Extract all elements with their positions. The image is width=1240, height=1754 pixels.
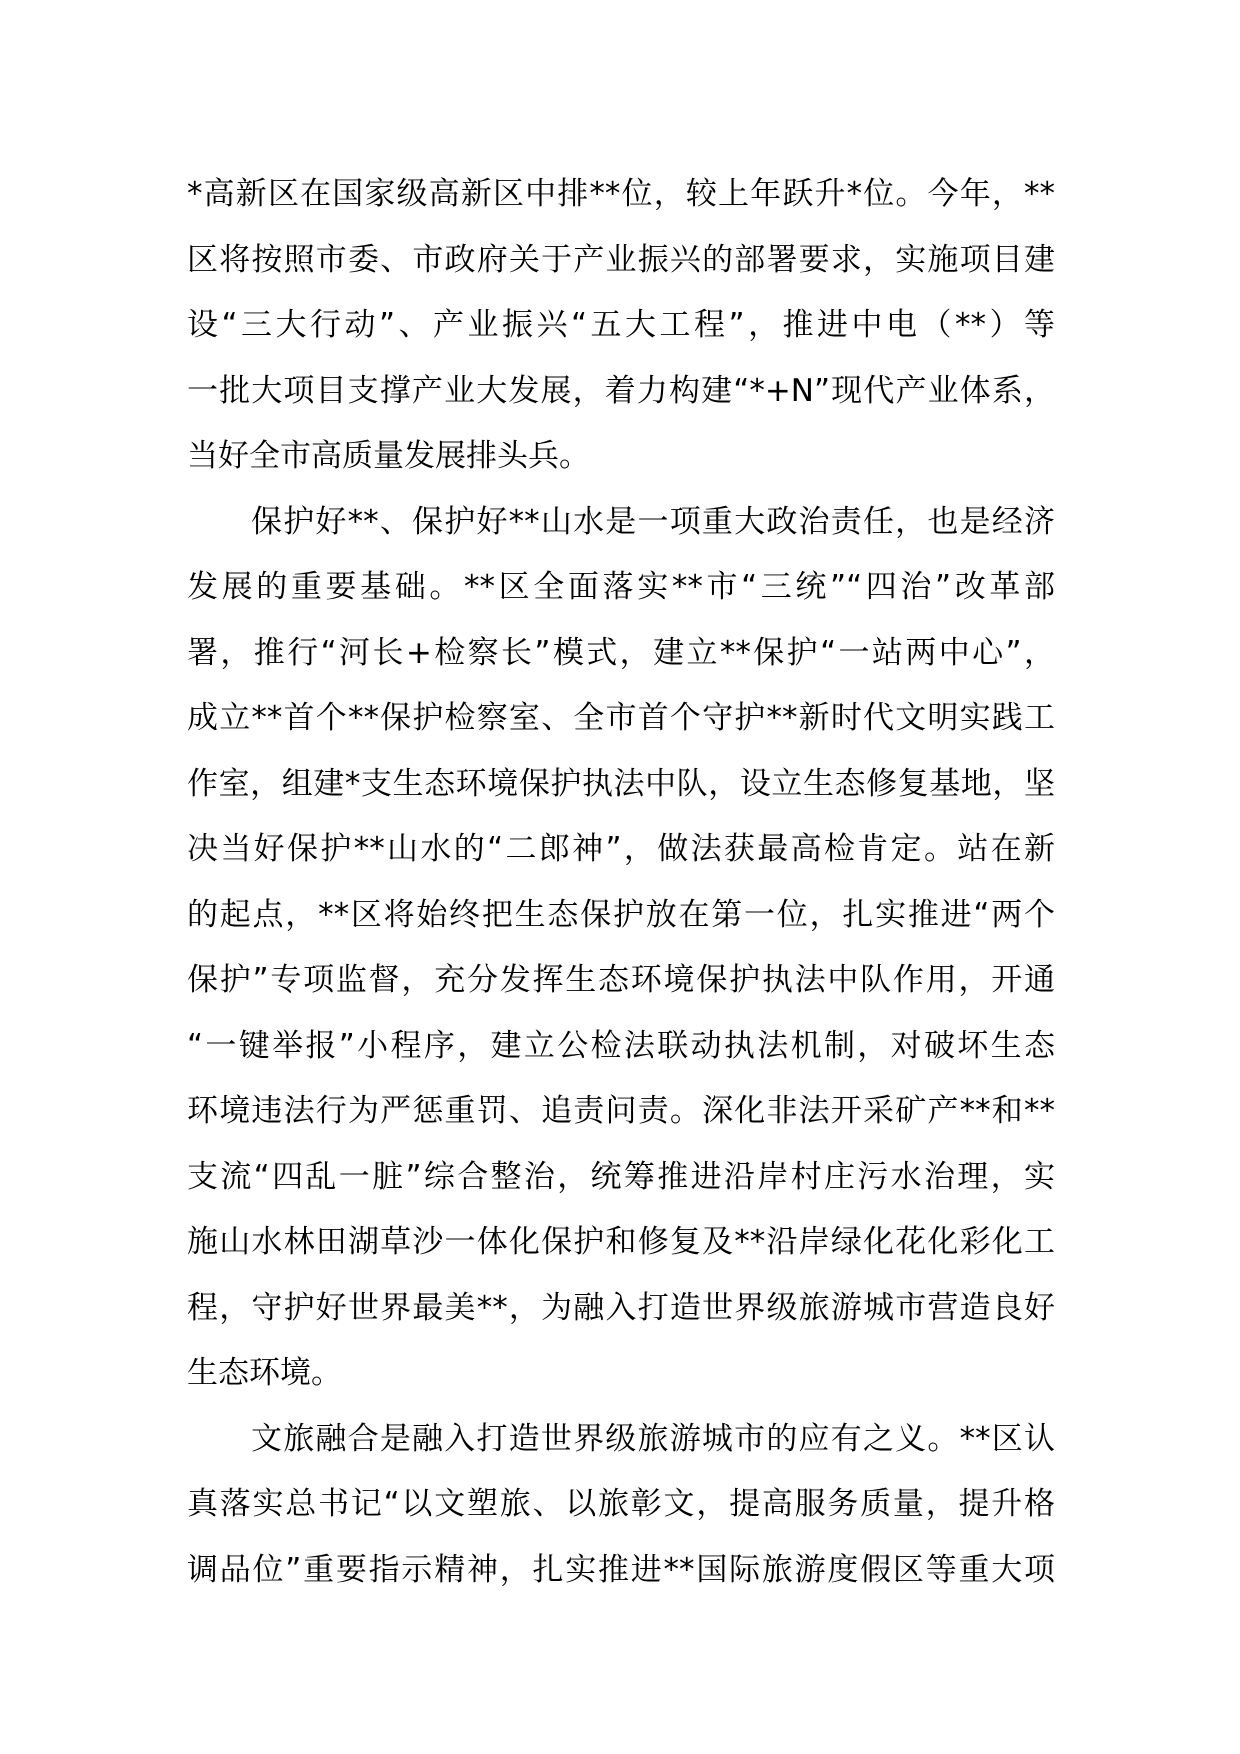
paragraph-3 xyxy=(187,1407,1055,1604)
text-line: 的起点，**区将始终把生态保护放在第一位，扎实推进“两个 xyxy=(187,896,1055,933)
text-line: 文旅融合是融入打造世界级旅游城市的应有之义。**区认 xyxy=(251,1420,1055,1457)
paragraph-1 xyxy=(187,162,1055,490)
text-line: “一键举报”小程序，建立公检法联动执法机制，对破坏生态 xyxy=(187,1027,1055,1064)
text-line: 生态环境。 xyxy=(187,1355,342,1391)
text-line: 署，推行“河长+检察长”模式，建立**保护“一站两中心”， xyxy=(187,634,1055,671)
text-line: 决当好保护**山水的“二郎神”，做法获最高检肯定。站在新 xyxy=(187,831,1055,867)
text-line: *高新区在国家级高新区中排**位，较上年跃升*位。今年，** xyxy=(187,176,1055,212)
text-line: 区将按照市委、市政府关于产业振兴的部署要求，实施项目建 xyxy=(187,241,1055,278)
text-line: 一批大项目支撑产业大发展，着力构建“*+N”现代产业体系， xyxy=(187,372,1055,409)
text-line: 保护好**、保护好**山水是一项重大政治责任，也是经济 xyxy=(251,503,1055,540)
document-body xyxy=(187,162,1055,1603)
text-line: 作室，组建*支生态环境保护执法中队，设立生态修复基地，坚 xyxy=(187,765,1055,802)
text-line: 调品位”重要指示精神，扎实推进**国际旅游度假区等重大项 xyxy=(187,1551,1055,1588)
text-line: 当好全市高质量发展排头兵。 xyxy=(187,438,590,474)
text-line: 成立**首个**保护检察室、全市首个守护**新时代文明实践工 xyxy=(187,700,1055,736)
text-line: 施山水林田湖草沙一体化保护和修复及**沿岸绿化花化彩化工 xyxy=(187,1224,1055,1260)
text-line: 设“三大行动”、产业振兴“五大工程”，推进中电（**）等 xyxy=(187,307,1055,343)
text-line: 支流“四乱一脏”综合整治，统筹推进沿岸村庄污水治理，实 xyxy=(187,1158,1055,1195)
text-line: 程，守护好世界最美**，为融入打造世界级旅游城市营造良好 xyxy=(187,1289,1055,1326)
text-line: 环境违法行为严惩重罚、追责问责。深化非法开采矿产**和** xyxy=(187,1093,1055,1129)
text-line: 真落实总书记“以文塑旅、以旅彰文，提高服务质量，提升格 xyxy=(187,1486,1055,1522)
text-line: 发展的重要基础。**区全面落实**市“三统”“四治”改革部 xyxy=(187,569,1055,605)
text-line: 保护”专项监督，充分发挥生态环境保护执法中队作用，开通 xyxy=(187,962,1055,998)
paragraph-2 xyxy=(187,490,1055,1407)
